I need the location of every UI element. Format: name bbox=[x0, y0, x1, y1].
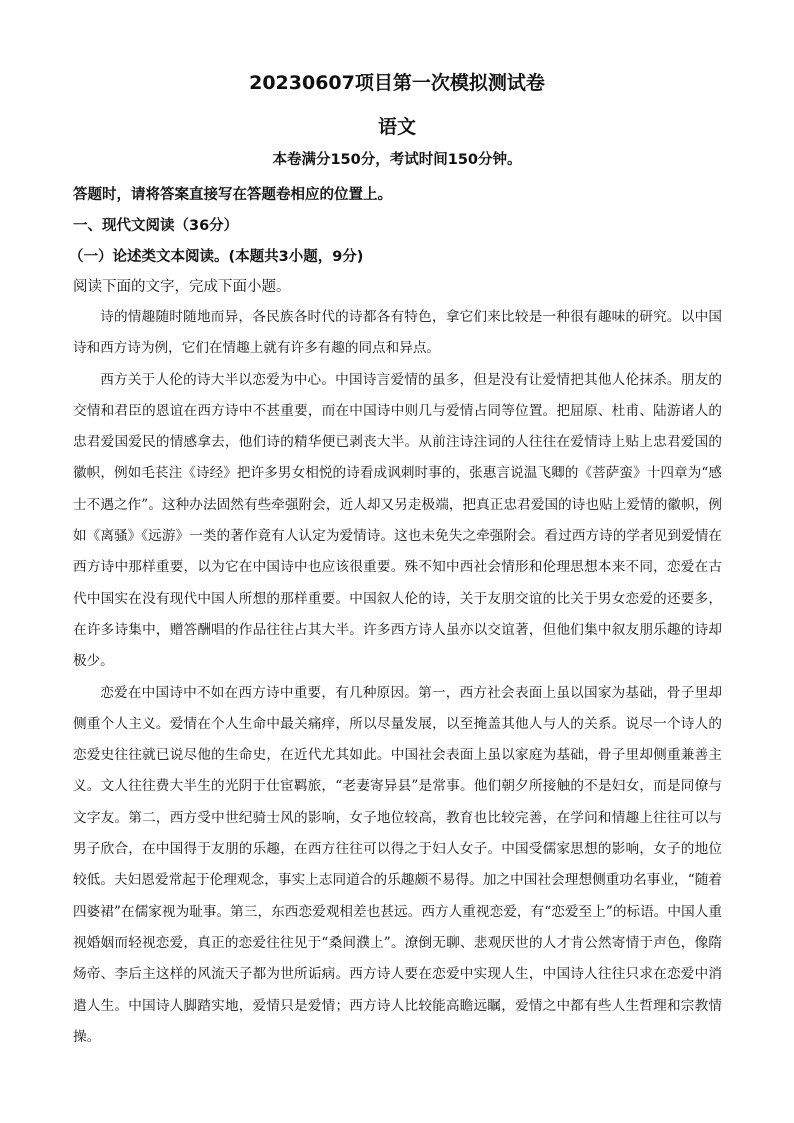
exam-info: 本卷满分150分，考试时间150分钟。 bbox=[272, 152, 522, 168]
part-heading: （一）论述类文本阅读。(本题共3小题，9分) bbox=[69, 249, 364, 265]
passage-paragraph: 恋爱在中国诗中不如在西方诗中重要，有几种原因。第一，西方社会表面上虽以国家为基础，骨子里却侧重个人主义。爱情在个人生命中最关痛痒，所以尽量发展，以至掩盖其他人与人的关系。说尽一个诗人的恋爱史往往就已说尽他的生命史，在近代尤其如此。中国社会表面上虽以家庭为基础，骨子里却侧重兼善主义。文人往往费大半生的光阴于仕宦羁旅，“老妻寄异县”是常事。他们朝夕所接触的不是妇女，而是同僚与文字友。第二，西方受中世纪骑士风的影响，女子地位较高，教育也比较完善，在学问和情趣上往往可以与男子欣合，在中国得于友朋的乐趣，在西方往往可以得之于妇人女子。中国受儒家思想的影响，女子的地位较低。夫妇恩爱常起于伦理观念，事实上志同道合的乐趣颇不易得。加之中国社会理想侧重功名事业，“随着四婆裙”在儒家视为耻事。第三，东西恋爱观相差也甚远。西方人重视恋爱，有“恋爱至上”的标语。中国人重视婚姻而轻视恋爱，真正的恋爱往往见于“桑间濮上”。潦倒无聊、悲观厌世的人才肯公然寄情于声色，像隋炀帝、李后主这样的风流天子都为世所诟病。西方诗人要在恋爱中实现人生，中国诗人往往只求在恋爱中消遣人生。中国诗人脚踏实地，爱情只是爱情；西方诗人比较能高瞻远瞩，爱情之中都有些人生哲理和宗教情操。 bbox=[73, 684, 722, 1045]
passage-paragraph: 诗的情趣随时随地而异，各民族各时代的诗都各有特色，拿它们来比较是一种很有趣味的研究。以中国诗和西方诗为例，它们在情趣上就有许多有趣的同点和异点。 bbox=[73, 309, 722, 357]
section-heading: 一、现代文阅读（36分） bbox=[73, 218, 239, 234]
passage-paragraph: 西方关于人伦的诗大半以恋爱为中心。中国诗言爱情的虽多，但是没有让爱情把其他人伦抹杀。朋友的交情和君臣的恩谊在西方诗中不甚重要，而在中国诗中则几与爱情占同等位置。把屈原、杜甫、陆游诸人的忠君爱国爱民的情感拿去，他们诗的精华便已剥丧大半。从前注诗注词的人往往在爱情诗上贴上忠君爱国的徽帜，例如毛苌注《诗经》把许多男女相悦的诗看成讽刺时事的，张惠言说温飞卿的《菩萨蛮》十四章为“感士不遇之作”。这种办法固然有些牵强附会，近人却又另走极端，把真正忠君爱国的诗也贴上爱情的徽帜，例如《离骚》《远游》一类的著作竟有人认定为爱情诗。这也未免失之牵强附会。看过西方诗的学者见到爱情在西方诗中那样重要，以为它在中国诗中也应该很重要。殊不知中西社会情形和伦理思想本来不同，恋爱在古代中国实在没有现代中国人所想的那样重要。中国叙人伦的诗，关于友朋交谊的比关于男女恋爱的还要多，在许多诗集中，赠答酬唱的作品往往占其大半。许多西方诗人虽亦以交谊著，但他们集中叙友朋乐趣的诗却极少。 bbox=[73, 371, 722, 670]
read-prompt: 阅读下面的文字，完成下面小题。 bbox=[73, 279, 291, 295]
answer-note: 答题时，请将答案直接写在答题卷相应的位置上。 bbox=[73, 187, 392, 203]
subject-title: 语文 bbox=[377, 116, 416, 138]
reading-passage bbox=[73, 302, 722, 1053]
exam-title: 20230607项目第一次模拟测试卷 bbox=[249, 72, 545, 94]
